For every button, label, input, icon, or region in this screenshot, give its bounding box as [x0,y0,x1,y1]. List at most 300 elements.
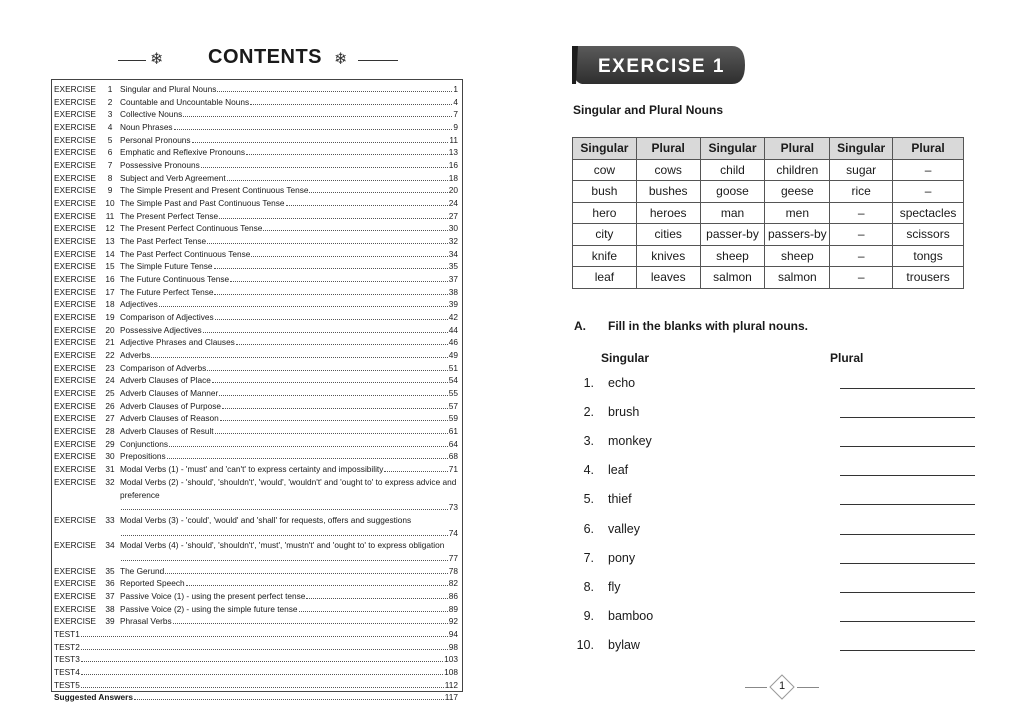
toc-entry-title: Adverb Clauses of Manner [120,388,219,399]
toc-entry-body [120,463,458,476]
toc-leader-dots [215,319,448,320]
item-number: 5. [583,492,594,507]
table-cell: hero [573,202,637,224]
toc-entry[interactable] [54,197,458,210]
answer-blank[interactable] [840,522,975,535]
table-cell: knife [573,245,637,267]
toc-entry[interactable] [54,121,458,134]
toc-entry[interactable] [54,324,458,337]
table-header-row [573,138,964,160]
table-cell: – [830,245,893,267]
table-cell: trousers [893,267,964,289]
toc-leader-dots [299,611,448,612]
toc-leader-dots [214,294,447,295]
singular-column-header: Singular [601,351,650,365]
toc-leader-dots [286,205,448,206]
toc-entry-page: 7 [453,109,458,120]
left-page [0,0,500,724]
item-word: echo [608,376,636,390]
toc-test-label: TEST [54,679,76,690]
toc-entry-number: 10 [105,198,115,209]
section-letter: A. [574,319,586,333]
item-number: 8. [583,579,594,594]
toc-entry-label: EXERCISE [54,616,96,627]
toc-suggested-label: Suggested Answers [54,692,133,703]
toc-leader-dots [121,560,448,561]
toc-entry-page: 44 [448,324,458,335]
toc-entry[interactable] [54,184,458,197]
table-cell: sugar [830,159,893,181]
toc-entry-label: EXERCISE [54,388,96,399]
item-word: bamboo [608,608,654,623]
toc-entry-number: 12 [105,223,115,234]
toc-entry-page: 112 [444,679,458,690]
toc-entry-page: 32 [448,236,458,247]
toc-leader-dots [81,649,448,650]
exercise-tab [572,46,745,84]
toc-entry[interactable] [54,134,458,147]
table-cell: bushes [636,181,700,203]
table-header-cell: Singular [700,138,765,160]
toc-entry[interactable] [54,349,458,362]
toc-leader-dots [81,661,443,662]
toc-entry-page: 86 [448,590,458,601]
toc-entry-body [120,146,458,159]
toc-entry-title: Comparison of Adjectives [120,312,214,323]
toc-entry-title: Modal Verbs (1) - 'must' and 'can't' to express certainty and impossibility [120,464,384,475]
table-cell: men [765,202,830,224]
page-number-rule-left [745,687,767,688]
toc-entry-title: Singular and Plural Nouns [120,84,217,94]
table-cell: cities [636,224,700,246]
toc-entry-body [120,615,458,628]
toc-entry-number: 19 [105,312,115,323]
toc-entry-title: Conjunctions [120,438,168,449]
toc-entry-label: EXERCISE [54,96,96,107]
toc-entry-leader-line [120,552,458,565]
toc-entry[interactable] [54,577,458,590]
toc-entry[interactable] [54,476,458,514]
toc-test-entry[interactable] [54,666,458,679]
toc-entry-number: 34 [105,540,115,551]
toc-entry-number: 36 [105,578,115,589]
toc-entry-label: EXERCISE [54,122,96,133]
table-cell: – [830,224,893,246]
section-a-heading [574,319,808,333]
toc-entry-body [120,121,458,134]
table-cell: cows [636,159,700,181]
toc-entry-number: 22 [105,350,115,361]
toc-test-number: 4 [75,666,80,677]
toc-entry-label: EXERCISE [54,565,96,576]
toc-entry-label: EXERCISE [54,350,96,361]
toc-entry-body [120,565,458,578]
toc-entry[interactable] [54,565,458,578]
table-header-cell: Plural [636,138,700,160]
toc-leader-dots [169,446,448,447]
toc-entry-title: Possessive Adjectives [120,324,202,335]
toc-entry-title: Noun Phrases [120,122,173,133]
toc-entry-body [120,235,458,248]
toc-entry-number: 2 [107,96,113,107]
nouns-table [572,137,964,289]
toc-entry-body [120,83,458,96]
toc-entry-body [120,450,458,463]
toc-test-number: 5 [75,679,80,690]
toc-entry-title: Adverb Clauses of Reason [120,413,219,424]
toc-entry-title: Adjective Phrases and Clauses [120,337,235,348]
toc-entry-page: 16 [448,160,458,171]
toc-entry-number: 8 [107,172,113,183]
toc-entry-number: 7 [107,160,113,171]
toc-leader-dots [236,344,448,345]
toc-test-number: 2 [75,641,80,652]
toc-entry-title: The Simple Present and Present Continuous Tense [120,185,309,196]
answer-blank[interactable] [840,434,975,447]
toc-entry-title: The Past Perfect Tense [120,236,207,247]
toc-entry[interactable] [54,450,458,463]
item-word: bylaw [608,637,640,652]
answer-blank[interactable] [840,609,975,622]
toc-entry-page: 46 [448,337,458,348]
table-cell: sheep [765,245,830,267]
toc-entry-page: 61 [448,426,458,437]
toc-test-entry[interactable] [54,653,458,666]
toc-entry-page: 35 [448,261,458,272]
toc-entry[interactable] [54,260,458,273]
toc-entry[interactable] [54,286,458,299]
toc-leader-dots [167,458,448,459]
toc-leader-dots [219,218,448,219]
toc-test-label: TEST [54,666,76,677]
toc-entry-page: 74 [448,527,458,538]
toc-entry-body [120,197,458,210]
toc-entry-page: 9 [453,122,458,133]
toc-entry-label: EXERCISE [54,413,96,424]
toc-leader-dots [212,382,448,383]
toc-entry-body [120,412,458,425]
toc-entry[interactable] [54,210,458,223]
toc-entry[interactable] [54,438,458,451]
toc-leader-dots [207,370,448,371]
answer-blank[interactable] [840,551,975,564]
toc-leader-dots [263,230,447,231]
table-cell: goose [700,181,765,203]
item-number: 6. [583,521,594,536]
toc-entry-title: The Simple Past and Past Continuous Tense [120,198,285,209]
toc-entry-number: 23 [105,362,115,373]
item-word: fly [608,579,621,594]
toc-entry-body [120,286,458,299]
toc-entry-body [54,641,458,654]
toc-entry-label: EXERCISE [54,160,96,171]
toc-test-number: 1 [75,628,80,639]
item-word: valley [608,521,640,536]
toc-entry[interactable] [54,539,458,564]
toc-entry-number: 13 [105,236,115,247]
toc-entry[interactable] [54,172,458,185]
table-row [573,267,964,289]
toc-entry-title: Subject and Verb Agreement [120,172,226,183]
toc-entry-label: EXERCISE [54,109,96,120]
toc-entry-number: 5 [107,134,113,145]
toc-entry[interactable] [54,146,458,159]
toc-entry-body [120,298,458,311]
toc-entry-body [120,184,458,197]
table-header-cell: Singular [830,138,893,160]
toc-leader-dots [219,395,448,396]
toc-entry-label: EXERCISE [54,286,96,297]
toc-entry-page: 13 [448,147,458,158]
toc-entry-page: 38 [448,286,458,297]
toc-entry[interactable] [54,273,458,286]
toc-entry[interactable] [54,362,458,375]
exercise-subtitle: Singular and Plural Nouns [573,103,724,117]
item-word: brush [608,405,640,420]
toc-entry-body [120,603,458,616]
toc-entry-body [120,210,458,223]
toc-entry-title: Passive Voice (1) - using the present perfect tense [120,590,306,601]
toc-entry-page: 30 [448,223,458,234]
toc-entry-page: 55 [448,388,458,399]
table-header-cell: Plural [765,138,830,160]
toc-entry-label: EXERCISE [54,426,96,437]
toc-leader-dots [81,687,444,688]
toc-entry-title: Adjectives [120,299,158,310]
toc-entry-label: EXERCISE [54,134,96,145]
toc-leader-dots [214,268,448,269]
toc-entry[interactable] [54,235,458,248]
toc-leader-dots [230,281,448,282]
answer-blank[interactable] [840,405,975,418]
toc-leader-dots [173,623,448,624]
toc-entry-body [120,311,458,324]
toc-entry[interactable] [54,412,458,425]
toc-entry-number: 17 [105,286,115,297]
answer-blank[interactable] [840,463,975,476]
table-cell: spectacles [893,202,964,224]
exercise-title: EXERCISE 1 [598,56,725,77]
toc-entry[interactable] [54,311,458,324]
toc-entry[interactable] [54,615,458,628]
toc-test-label: TEST [54,654,76,665]
toc-entry-body [120,159,458,172]
toc-leader-dots [250,104,452,105]
toc-leader-dots [121,535,448,536]
toc-test-label: TEST [54,641,76,652]
table-cell: salmon [765,267,830,289]
toc-entry-title: Collective Nouns [120,109,183,120]
toc-entry-body [120,438,458,451]
toc-entry-body [54,666,458,679]
toc-entry[interactable] [54,463,458,476]
toc-entry-body [120,590,458,603]
toc-leader-dots [134,699,444,700]
toc-entry-label: EXERCISE [54,578,96,589]
toc-entry-body [120,260,458,273]
toc-leader-dots [222,408,448,409]
toc-entry[interactable] [54,387,458,400]
toc-test-entry[interactable] [54,679,458,692]
toc-entry-label: EXERCISE [54,590,96,601]
right-page [512,0,1024,724]
table-cell: geese [765,181,830,203]
toc-suggested-answers[interactable] [54,691,458,704]
table-cell: child [700,159,765,181]
toc-entry-page: 42 [448,312,458,323]
table-of-contents [54,83,458,704]
toc-entry-page: 78 [448,565,458,576]
toc-entry-leader-line [120,527,458,540]
toc-entry-title: Countable and Uncountable Nouns [120,96,250,107]
toc-entry-label: EXERCISE [54,248,96,259]
table-header-cell: Singular [573,138,637,160]
table-cell: – [893,159,964,181]
toc-entry[interactable] [54,603,458,616]
toc-entry-body [120,539,458,564]
toc-entry[interactable] [54,400,458,413]
toc-entry-number: 31 [105,464,115,475]
table-cell: knives [636,245,700,267]
answer-blank[interactable] [840,638,975,651]
table-row [573,224,964,246]
table-row [573,181,964,203]
toc-leader-dots [306,598,447,599]
toc-entry-number: 9 [107,185,113,196]
toc-entry-label: EXERCISE [54,185,96,196]
answer-blank[interactable] [840,376,975,389]
answer-blank[interactable] [840,492,975,505]
toc-entry-leader-line [120,501,458,514]
toc-leader-dots [384,471,447,472]
toc-entry-number: 25 [105,388,115,399]
plural-column-header: Plural [830,351,864,365]
toc-entry[interactable] [54,336,458,349]
toc-test-entry[interactable] [54,641,458,654]
table-cell: salmon [700,267,765,289]
toc-entry[interactable] [54,108,458,121]
toc-entry-page: 94 [448,628,458,639]
table-cell: heroes [636,202,700,224]
toc-entry[interactable] [54,159,458,172]
toc-entry-number: 6 [107,147,113,158]
toc-entry-page: 73 [448,502,458,513]
table-cell: scissors [893,224,964,246]
toc-entry[interactable] [54,248,458,261]
item-number: 4. [583,463,594,478]
toc-entry-title: Adverbs [120,350,151,361]
toc-entry-page: 89 [448,603,458,614]
toc-entry[interactable] [54,590,458,603]
toc-test-label: TEST [54,628,76,639]
section-instruction: Fill in the blanks with plural nouns. [608,319,809,333]
toc-entry[interactable] [54,514,458,539]
toc-leader-dots [203,332,448,333]
toc-entry[interactable] [54,374,458,387]
toc-entry-label: EXERCISE [54,375,96,386]
toc-entry-label: EXERCISE [54,261,96,272]
table-cell: tongs [893,245,964,267]
toc-entry-page: 71 [448,464,458,475]
item-number: 7. [583,550,594,565]
toc-entry-label: EXERCISE [54,540,96,551]
toc-entry-title: The Present Perfect Tense [120,210,219,221]
toc-entry-number: 27 [105,413,115,424]
item-word: monkey [608,434,652,449]
toc-entry-number: 26 [105,400,115,411]
toc-entry-number: 18 [105,299,115,310]
toc-entry-title: Modal Verbs (2) - 'should', 'shouldn't', 'would', 'wouldn't' and 'ought to' to express advice and preference [120,476,457,500]
toc-entry-title: The Present Perfect Continuous Tense [120,223,263,234]
table-cell: – [830,202,893,224]
toc-entry-label: EXERCISE [54,274,96,285]
toc-entry-page: 24 [448,198,458,209]
item-number: 1. [583,376,594,390]
toc-entry[interactable] [54,96,458,109]
toc-leader-dots [81,674,443,675]
item-number: 10. [576,637,594,652]
toc-entry-label: EXERCISE [54,147,96,158]
toc-entry[interactable] [54,425,458,438]
toc-entry-body [54,653,458,666]
toc-entry-label: EXERCISE [54,312,96,323]
toc-entry-title: Possessive Pronouns [120,160,200,171]
toc-entry-title: Adverb Clauses of Place [120,375,211,386]
answer-blank[interactable] [840,580,975,593]
toc-entry-number: 24 [105,375,115,386]
toc-leader-dots [186,585,448,586]
item-number: 9. [583,608,594,623]
item-number: 3. [583,434,594,449]
toc-entry-label: EXERCISE [54,438,96,449]
toc-entry[interactable] [54,83,458,96]
toc-entry-label: EXERCISE [54,476,96,487]
toc-entry-title: The Simple Future Tense [120,261,213,272]
toc-entry-page: 117 [444,692,458,703]
toc-entry-number: 30 [105,451,115,462]
toc-entry-number: 35 [105,565,115,576]
toc-entry-title: Passive Voice (2) - using the simple future tense [120,603,298,614]
toc-entry-label: EXERCISE [54,362,96,373]
toc-test-entry[interactable] [54,628,458,641]
toc-entry-number: 20 [105,324,115,335]
heading-rule-right [358,60,398,61]
toc-leader-dots [159,306,448,307]
toc-entry-page: 27 [448,210,458,221]
toc-entry-page: 103 [444,654,458,665]
table-cell: rice [830,181,893,203]
toc-entry-label: EXERCISE [54,324,96,335]
table-row [573,159,964,181]
table-cell: leaf [573,267,637,289]
table-cell: passer-by [700,224,765,246]
toc-entry-body [120,248,458,261]
toc-entry[interactable] [54,298,458,311]
toc-entry-number: 32 [105,476,115,487]
toc-entry-number: 15 [105,261,115,272]
toc-entry-number: 33 [105,514,115,525]
toc-entry-body [54,679,458,692]
table-cell: man [700,202,765,224]
toc-entry-page: 68 [448,451,458,462]
toc-entry-title: Adverb Clauses of Purpose [120,400,222,411]
toc-entry-label: EXERCISE [54,299,96,310]
item-word: pony [608,550,636,565]
toc-entry-number: 29 [105,438,115,449]
toc-leader-dots [174,129,453,130]
toc-entry[interactable] [54,222,458,235]
toc-leader-dots [220,420,448,421]
